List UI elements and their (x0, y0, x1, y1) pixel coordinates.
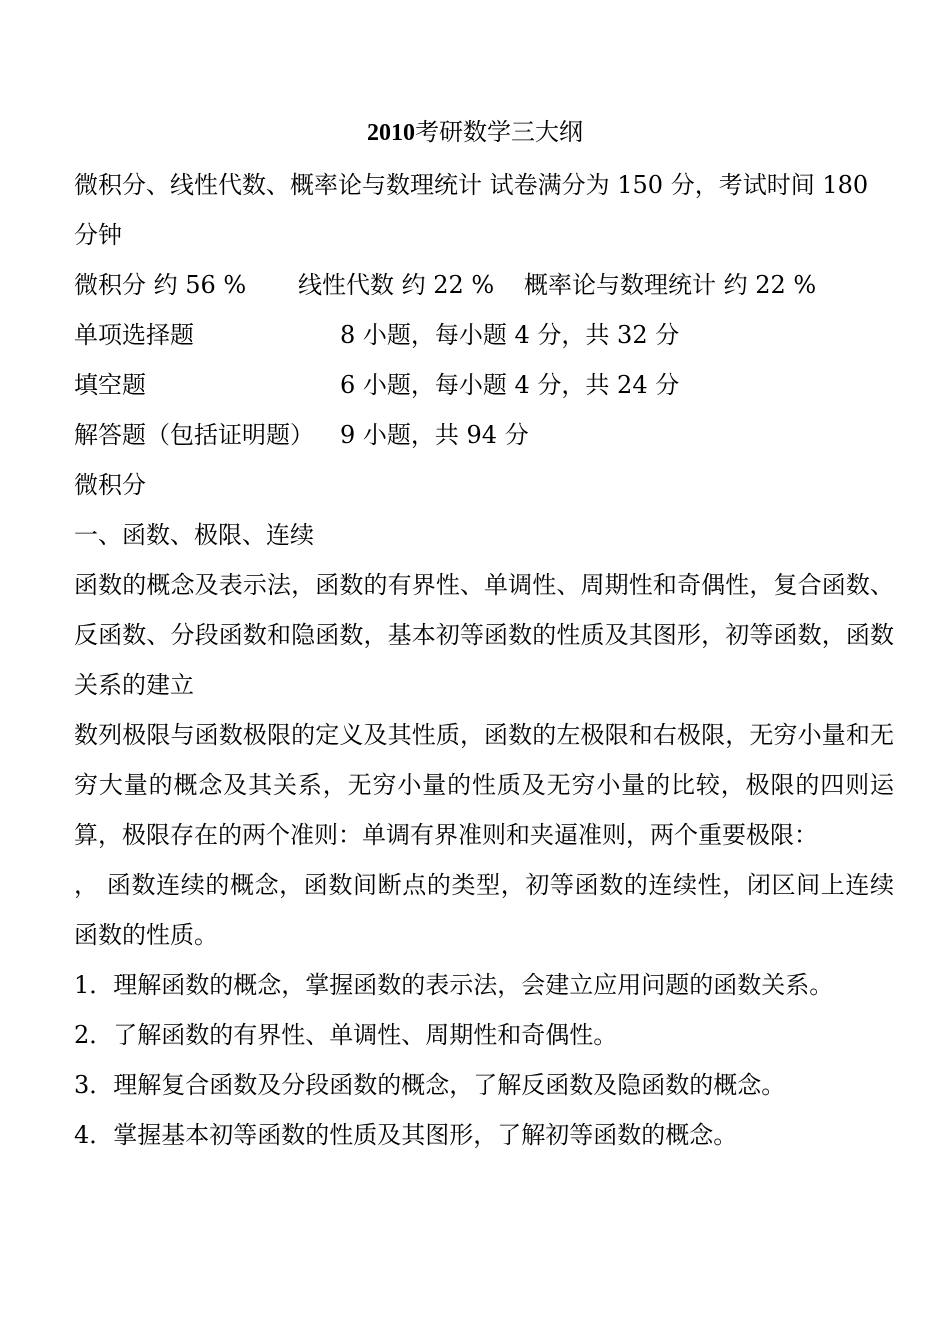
question-type-row (74, 410, 894, 460)
section-title: 微积分 (74, 471, 146, 499)
content-paragraph: 数列极限与函数极限的定义及其性质，函数的左极限和右极限，无穷小量和无穷大量的概念及其关系，无穷小量的性质及无穷小量的比较，极限的四则运算，极限存在的两个准则：单调有界准则和夹逼准则，两个重要极限： (74, 721, 894, 849)
requirement-item: 3．理解复合函数及分段函数的概念，了解反函数及隐函数的概念。 (74, 1071, 786, 1099)
document-title (0, 112, 950, 153)
intro-line: 微积分、线性代数、概率论与数理统计 试卷满分为 150 分，考试时间 180 (74, 171, 869, 199)
title-year: 2010 (367, 120, 415, 146)
question-type-row (74, 360, 894, 410)
question-type-detail: 8 小题，每小题 4 分，共 32 分 (340, 321, 680, 349)
chapter-title: 一、函数、极限、连续 (74, 521, 314, 549)
requirement-item: 4．掌握基本初等函数的性质及其图形，了解初等函数的概念。 (74, 1121, 738, 1149)
question-type-detail: 9 小题，共 94 分 (340, 421, 529, 449)
question-type-label: 填空题 (74, 371, 146, 399)
question-type-label: 单项选择题 (74, 321, 194, 349)
weight-linear-algebra: 线性代数 约 22 % (298, 271, 495, 299)
question-type-detail: 6 小题，每小题 4 分，共 24 分 (340, 371, 680, 399)
content-paragraph: 函数的概念及表示法，函数的有界性、单调性、周期性和奇偶性，复合函数、反函数、分段函数和隐函数，基本初等函数的性质及其图形，初等函数，函数关系的建立 (74, 571, 894, 699)
document-body (74, 160, 894, 1160)
content-paragraph: ， 函数连续的概念，函数间断点的类型，初等函数的连续性，闭区间上连续函数的性质。 (74, 871, 894, 949)
intro-line-continued: 分钟 (74, 221, 122, 249)
question-type-row (74, 310, 894, 360)
score-weights (74, 260, 894, 310)
title-text: 考研数学三大纲 (415, 118, 583, 146)
requirement-item: 1．理解函数的概念，掌握函数的表示法，会建立应用问题的函数关系。 (74, 971, 834, 999)
requirement-item: 2．了解函数的有界性、单调性、周期性和奇偶性。 (74, 1021, 618, 1049)
weight-probability: 概率论与数理统计 约 22 % (524, 271, 817, 299)
question-type-label: 解答题（包括证明题） (74, 421, 314, 449)
weight-calculus: 微积分 约 56 % (74, 271, 247, 299)
